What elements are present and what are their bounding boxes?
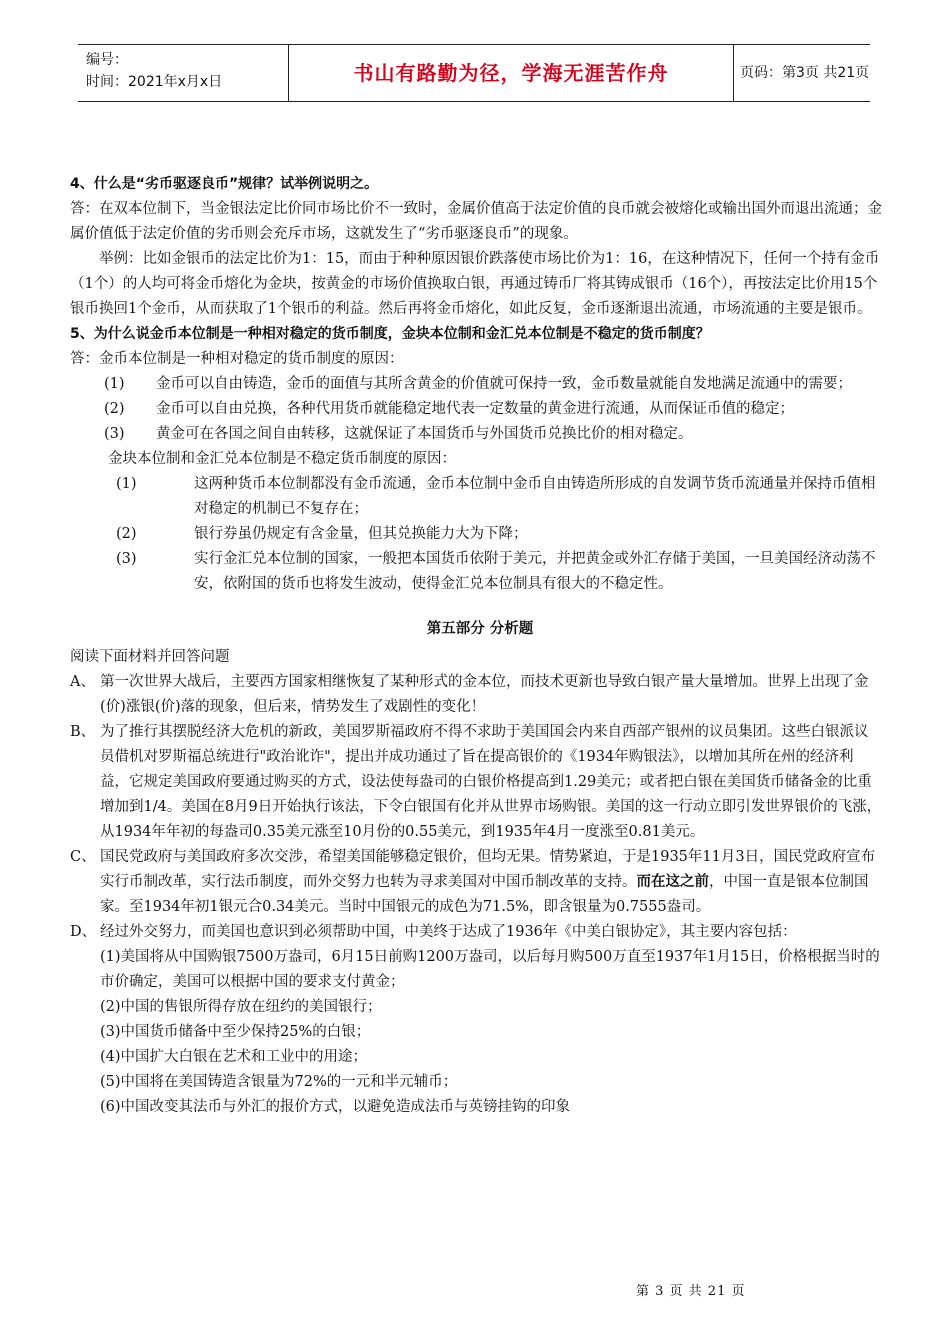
material-text-bold: 而在这之前 (636, 874, 709, 890)
agreement-item: (1)美国将从中国购银7500万盎司，6月15日前购1200万盎司，以后每月购500万直至1937年1月15日，价格根据当时的市价确定，美国可以根据中国的要求支付黄金； (100, 949, 880, 990)
list-number: (3) (104, 426, 125, 442)
agreement-item: (5)中国将在美国铸造含银量为72%的一元和半元辅币； (100, 1074, 458, 1090)
header-meta (86, 49, 286, 93)
list-item (70, 422, 882, 447)
list-text: 这两种货币本位制都没有金币流通，金币本位制中金币自由铸造所形成的自发调节货币流通量并保持币值相对稳定的机制已不复存在； (194, 476, 876, 517)
list-number: (1) (104, 376, 125, 392)
list-text: 黄金可在各国之间自由转移，这就保证了本国货币与外国货币兑换比价的相对稳定。 (156, 426, 693, 442)
material-text: 经过外交努力，而美国也意识到必须帮助中国，中美终于达成了1936年《中美白银协定》，其主要内容包括： (100, 924, 797, 940)
agreement-item: (2)中国的售银所得存放在纽约的美国银行； (100, 999, 382, 1015)
document-body (70, 172, 882, 1120)
material-item (70, 845, 882, 920)
material-label: A、 (70, 674, 95, 690)
agreement-item: (6)中国改变其法币与外汇的报价方式，以避免造成法币与英镑挂钩的印象 (100, 1099, 571, 1115)
question-4-title: 4、什么是“劣币驱逐良币”规律？试举例说明之。 (70, 176, 379, 192)
material-item (70, 920, 882, 945)
agreement-item: (4)中国扩大白银在艺术和工业中的用途； (100, 1049, 368, 1065)
unstable-intro: 金块本位制和金汇兑本位制是不稳定货币制度的原因： (108, 451, 456, 467)
list-text: 金币可以自由兑换，各种代用货币就能稳定地代表一定数量的黄金进行流通，从而保证币值的稳定； (156, 401, 794, 417)
material-text-a: 国民党政府与美国政府多次交涉，希望美国能够稳定银价，但均无果。情势紧迫，于是1935年11月3日，国民党政府宣布实行币制改革，实行法币制度，而外交努力也转为寻求美国对中国币制改革的支持。 (100, 849, 876, 890)
list-item (70, 522, 882, 547)
question-4-answer: 答：在双本位制下，当金银法定比价同市场比价不一致时，金属价值高于法定价值的良币就会被熔化或输出国外而退出流通；金属价值低于法定价值的劣币则会充斥市场，这就发生了“劣币驱逐良币”的现象。 (70, 201, 882, 242)
list-number: (2) (116, 526, 137, 542)
question-5-answer-intro: 答：金币本位制是一种相对稳定的货币制度的原因： (70, 351, 404, 367)
page-header (78, 44, 870, 102)
material-text-b: ，中国一直是银本位制国家。至1934年初1银元合0.34美元。当时中国银元的成色为71.5%，即含银量为0.7555盎司。 (100, 874, 869, 915)
material-label: B、 (70, 724, 96, 740)
material-text: 第一次世界大战后，主要西方国家相继恢复了某种形式的金本位，而技术更新也导致白银产量大量增加。世界上出现了金(价)涨银(价)落的现象，但后来，情势发生了戏剧性的变化！ (100, 674, 869, 715)
section-intro: 阅读下面材料并回答问题 (70, 649, 230, 665)
list-text: 实行金汇兑本位制的国家，一般把本国货币依附于美元，并把黄金或外汇存储于美国，一旦美国经济动荡不安，依附国的货币也将发生波动，使得金汇兑本位制具有很大的不稳定性。 (194, 551, 876, 592)
list-text: 银行券虽仍规定有含金量，但其兑换能力大为下降； (194, 526, 528, 542)
section-title: 第五部分 分析题 (426, 621, 534, 637)
agreement-item: (3)中国货币储备中至少保持25%的白银； (100, 1024, 371, 1040)
header-motto: 书山有路勤为径，学海无涯苦作舟 (288, 45, 734, 101)
list-item (70, 547, 882, 597)
list-number: (1) (116, 476, 137, 492)
material-item (70, 670, 882, 720)
question-4-example: 举例：比如金银币的法定比价为1：15，而由于种种原因银价跌落使市场比价为1：16，在这种情况下，任何一个持有金币（1个）的人均可将金币熔化为金块，按黄金的市场价值换取白银，再通过铸币厂将其铸成银币（16个），再按法定比价用15个银币换回1个金币，从而获取了1个银币的利益。然后再将金币熔化，如此反复，金币逐渐退出流通，市场流通的主要是银币。 (70, 251, 880, 317)
page-footer: 第 3 页 共 21 页 (636, 1284, 746, 1299)
header-time: 时间：2021年x月x日 (86, 74, 223, 90)
list-item (70, 397, 882, 422)
material-item (70, 720, 882, 845)
list-text: 金币可以自由铸造，金币的面值与其所含黄金的价值就可保持一致，金币数量就能自发地满足流通中的需要； (156, 376, 852, 392)
question-5-title: 5、为什么说金币本位制是一种相对稳定的货币制度，金块本位制和金汇兑本位制是不稳定的货币制度？ (70, 326, 710, 342)
list-item (70, 472, 882, 522)
material-label: D、 (70, 924, 97, 940)
list-item (70, 372, 882, 397)
header-page-label: 页码：第3页 共21页 (740, 65, 870, 81)
list-number: (2) (104, 401, 125, 417)
material-text (100, 845, 882, 920)
header-number: 编号： (86, 52, 128, 68)
list-number: (3) (116, 551, 137, 567)
material-text: 为了推行其摆脱经济大危机的新政，美国罗斯福政府不得不求助于美国国会内来自西部产银州的议员集团。这些白银派议员借机对罗斯福总统进行"政治讹诈"，提出并成功通过了旨在提高银价的《1934年购银法》，以增加其所在州的经济利益，它规定美国政府要通过购买的方式，设法使每盎司的白银价格提高到1.29美元；或者把白银在美国货币储备金的比重增加到1/4。美国在8月9日开始执行该法，下令白银国有化并从世界市场购银。美国的这一行动立即引发世界银价的飞涨，从1934年年初的每盎司0.35美元涨至10月份的0.55美元，到1935年4月一度涨至0.81美元。 (100, 724, 882, 840)
material-label: C、 (70, 849, 96, 865)
